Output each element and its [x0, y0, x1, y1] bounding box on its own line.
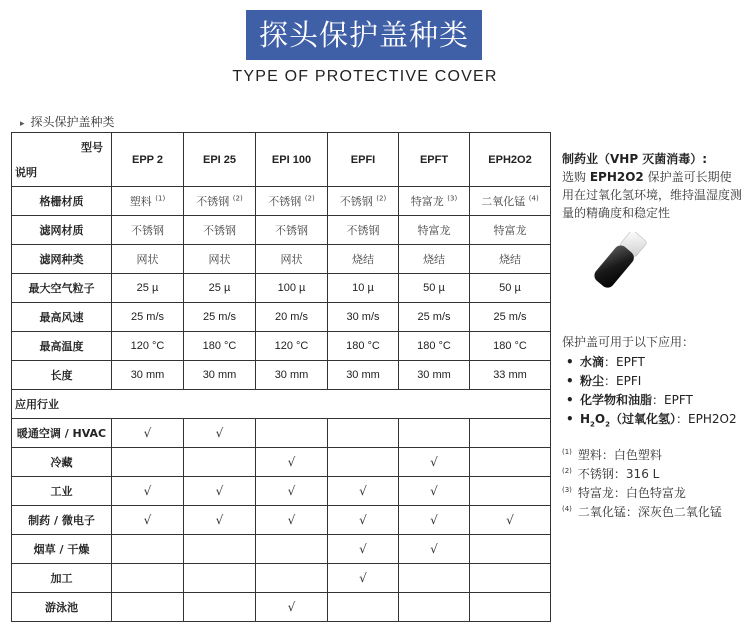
- check-cell: [112, 506, 184, 535]
- check-cell: [256, 564, 328, 593]
- table-cell: [470, 303, 551, 332]
- check-cell: [112, 419, 184, 448]
- table-row: [12, 593, 551, 622]
- cell-value: 不锈钢: [339, 195, 373, 208]
- table-cell: [112, 303, 184, 332]
- row-label: 暖通空调 / HVAC: [12, 419, 112, 448]
- table-cell: [399, 187, 470, 216]
- check-cell: [399, 477, 470, 506]
- model-header: EPI 100: [256, 133, 328, 187]
- table-row: [12, 419, 551, 448]
- cell-value: 烧结: [499, 253, 521, 266]
- table-cell: [184, 303, 256, 332]
- table-cell: [184, 216, 256, 245]
- industry-header-row: [12, 390, 551, 419]
- table-cell: [328, 216, 399, 245]
- model-header: EPFI: [328, 133, 399, 187]
- row-label: 冷藏: [12, 448, 112, 477]
- table-row: [12, 477, 551, 506]
- list-item: • $H_2O_2$（过氧化氢）：EPH2O2: [566, 412, 737, 429]
- check-cell: [470, 506, 551, 535]
- cell-value: 25 m/s: [417, 311, 451, 323]
- check-mark: √: [430, 455, 438, 469]
- check-cell: [328, 419, 399, 448]
- cell-value: 塑料: [129, 195, 152, 208]
- cell-value: 180 °C: [202, 340, 237, 352]
- check-cell: [256, 535, 328, 564]
- footnotes: [562, 446, 722, 522]
- footnote: $^{(2)}$ 不锈钢：316 L: [562, 467, 660, 481]
- cell-value: 120 °C: [274, 340, 309, 352]
- triangle-bullet-icon: ▸: [20, 119, 25, 129]
- check-cell: [184, 564, 256, 593]
- cell-value: 100 µ: [277, 282, 306, 294]
- row-label: 格栅材质: [12, 187, 112, 216]
- cell-value: 特富龙: [410, 195, 444, 208]
- table-row: [12, 332, 551, 361]
- check-cell: [184, 419, 256, 448]
- check-cell: [399, 535, 470, 564]
- check-cell: [112, 535, 184, 564]
- industry-header: 应用行业: [12, 390, 551, 419]
- check-cell: [399, 593, 470, 622]
- table-cell: [184, 187, 256, 216]
- corner-desc-label: 说明: [15, 166, 37, 179]
- table-cell: [256, 303, 328, 332]
- probe-cover-image: [588, 232, 648, 292]
- table-cell: [256, 245, 328, 274]
- footnote: $^{(1)}$ 塑料：白色塑料: [562, 448, 662, 462]
- applications-list: [566, 353, 737, 429]
- check-cell: [112, 593, 184, 622]
- footnote-mark: (2): [232, 194, 243, 203]
- check-cell: [328, 506, 399, 535]
- check-cell: [112, 477, 184, 506]
- model-header: EPFT: [399, 133, 470, 187]
- table-header-row: [12, 133, 551, 187]
- row-label: 长度: [12, 361, 112, 390]
- check-cell: [470, 419, 551, 448]
- table-cell: [256, 216, 328, 245]
- cell-value: 网状: [208, 253, 231, 266]
- check-mark: √: [287, 484, 296, 498]
- check-cell: [328, 535, 399, 564]
- check-cell: [470, 448, 551, 477]
- table-cell: [256, 361, 328, 390]
- list-item: • 粉尘：EPFI: [566, 374, 642, 388]
- table-cell: [470, 187, 551, 216]
- cell-value: 30 mm: [202, 369, 237, 381]
- cell-value: 50 µ: [423, 282, 445, 294]
- check-cell: [256, 593, 328, 622]
- footnote-mark: (4): [528, 194, 539, 203]
- table-cell: [470, 274, 551, 303]
- check-mark: √: [215, 426, 224, 440]
- row-label: 游泳池: [12, 593, 112, 622]
- table-row: [12, 187, 551, 216]
- table-cell: [399, 332, 470, 361]
- table-cell: [470, 245, 551, 274]
- row-label: 滤网材质: [12, 216, 112, 245]
- check-mark: √: [506, 513, 514, 527]
- model-header: EPP 2: [112, 133, 184, 187]
- check-cell: [256, 506, 328, 535]
- list-item: • 化学物和油脂：EPFT: [566, 393, 693, 407]
- row-label: 最大空气粒子: [12, 274, 112, 303]
- table-cell: [399, 245, 470, 274]
- page-subtitle: TYPE OF PROTECTIVE COVER: [232, 68, 498, 85]
- table-cell: [399, 274, 470, 303]
- cell-value: 30 mm: [417, 369, 451, 381]
- check-cell: [470, 593, 551, 622]
- check-cell: [470, 535, 551, 564]
- table-cell: [470, 361, 551, 390]
- pharma-description: [562, 168, 742, 222]
- cell-value: 25 m/s: [130, 311, 164, 323]
- cell-value: 不锈钢: [346, 224, 380, 237]
- check-mark: √: [359, 571, 367, 585]
- table-row: [12, 564, 551, 593]
- cell-value: 30 mm: [346, 369, 380, 381]
- row-label: 工业: [12, 477, 112, 506]
- row-label: 滤网种类: [12, 245, 112, 274]
- table-cell: [256, 332, 328, 361]
- check-cell: [112, 564, 184, 593]
- cell-value: 25 m/s: [202, 311, 236, 323]
- check-mark: √: [287, 455, 296, 469]
- footnote: $^{(3)}$ 特富龙：白色特富龙: [562, 486, 686, 500]
- cell-value: 30 mm: [274, 369, 309, 381]
- footnote-mark: (2): [304, 194, 315, 203]
- check-cell: [184, 535, 256, 564]
- check-cell: [328, 564, 399, 593]
- check-mark: √: [430, 513, 438, 527]
- check-cell: [184, 506, 256, 535]
- table-cell: [328, 361, 399, 390]
- cell-value: 10 µ: [352, 282, 374, 294]
- cell-value: 不锈钢: [131, 224, 164, 237]
- check-cell: [399, 506, 470, 535]
- table-cell: [399, 361, 470, 390]
- table-cell: [112, 361, 184, 390]
- row-label: 加工: [12, 564, 112, 593]
- cell-value: 180 °C: [346, 340, 380, 352]
- cell-value: 不锈钢: [275, 224, 308, 237]
- section-label: [20, 113, 115, 130]
- cell-value: 25 µ: [136, 282, 159, 294]
- table-row: [12, 535, 551, 564]
- table-row: [12, 448, 551, 477]
- table-cell: [328, 303, 399, 332]
- cell-value: 特富龙: [417, 224, 451, 237]
- table-cell: [112, 245, 184, 274]
- table-row: [12, 506, 551, 535]
- footnote-mark: (2): [376, 194, 387, 203]
- table-row: [12, 303, 551, 332]
- cell-value: 烧结: [423, 253, 445, 266]
- check-cell: [256, 477, 328, 506]
- table-cell: [256, 187, 328, 216]
- check-mark: √: [359, 513, 367, 527]
- cell-value: 不锈钢: [196, 195, 230, 208]
- corner-model-label: 型号: [81, 141, 103, 154]
- row-label: 烟草 / 干燥: [12, 535, 112, 564]
- cell-value: 二氧化锰: [481, 195, 526, 208]
- model-header: EPH2O2: [470, 133, 551, 187]
- row-label: 最高温度: [12, 332, 112, 361]
- table-row: [12, 361, 551, 390]
- cell-value: 180 °C: [417, 340, 451, 352]
- check-mark: √: [143, 426, 152, 440]
- page-title: 探头保护盖种类: [246, 10, 482, 60]
- check-cell: [184, 448, 256, 477]
- cell-value: 120 °C: [130, 340, 165, 352]
- check-mark: √: [359, 542, 367, 556]
- table-cell: [470, 332, 551, 361]
- check-mark: √: [430, 542, 438, 556]
- table-cell: [112, 216, 184, 245]
- check-cell: [184, 477, 256, 506]
- table-cell: [184, 332, 256, 361]
- cell-value: 网状: [136, 253, 159, 266]
- corner-cell: [12, 133, 112, 187]
- check-cell: [112, 448, 184, 477]
- pharma-desc-post: 保护盖可长期使用在过氧化氢环境，维持温湿度测量的精确度和稳定性: [562, 170, 743, 220]
- check-mark: √: [143, 513, 152, 527]
- row-label: 最高风速: [12, 303, 112, 332]
- cell-value: 30 m/s: [346, 311, 380, 323]
- table-cell: [184, 361, 256, 390]
- check-cell: [256, 448, 328, 477]
- model-header: EPI 25: [184, 133, 256, 187]
- check-cell: [184, 593, 256, 622]
- check-cell: [328, 477, 399, 506]
- check-cell: [399, 419, 470, 448]
- section-label-text: 探头保护盖种类: [30, 115, 115, 129]
- cell-value: 不锈钢: [268, 195, 302, 208]
- cell-value: 特富龙: [493, 224, 527, 237]
- table-cell: [328, 332, 399, 361]
- cell-value: 网状: [280, 253, 303, 266]
- row-label: 制药 / 微电子: [12, 506, 112, 535]
- check-cell: [399, 564, 470, 593]
- table-row: [12, 216, 551, 245]
- pharma-desc-pre: 选购: [562, 170, 590, 184]
- table-row: [12, 274, 551, 303]
- check-cell: [328, 593, 399, 622]
- table-cell: [256, 274, 328, 303]
- check-cell: [399, 448, 470, 477]
- table-cell: [328, 187, 399, 216]
- footnote-mark: (1): [155, 194, 166, 203]
- pharma-desc-model: EPH2O2: [589, 170, 644, 184]
- cell-value: 25 µ: [208, 282, 231, 294]
- table-cell: [112, 187, 184, 216]
- table-row: [12, 245, 551, 274]
- table-cell: [399, 303, 470, 332]
- check-mark: √: [143, 484, 152, 498]
- cell-value: 20 m/s: [274, 311, 308, 323]
- cover-spec-table: [11, 132, 551, 622]
- table-cell: [184, 245, 256, 274]
- footnote: $^{(4)}$ 二氧化锰：深灰色二氧化锰: [562, 505, 722, 519]
- cell-value: 50 µ: [499, 282, 521, 294]
- footnote-mark: (3): [447, 194, 458, 203]
- table-cell: [184, 274, 256, 303]
- check-mark: √: [215, 484, 224, 498]
- check-cell: [470, 564, 551, 593]
- pharma-heading: 制药业（VHP 灭菌消毒）:: [562, 152, 708, 166]
- check-mark: √: [287, 600, 296, 614]
- table-cell: [328, 274, 399, 303]
- table-cell: [470, 216, 551, 245]
- cell-value: 不锈钢: [203, 224, 236, 237]
- table-cell: [112, 332, 184, 361]
- check-cell: [470, 477, 551, 506]
- check-mark: √: [359, 484, 367, 498]
- applications-heading: 保护盖可用于以下应用：: [562, 335, 695, 349]
- table-cell: [399, 216, 470, 245]
- cell-value: 33 mm: [493, 369, 527, 381]
- check-mark: √: [287, 513, 296, 527]
- check-mark: √: [215, 513, 224, 527]
- check-cell: [328, 448, 399, 477]
- check-cell: [256, 419, 328, 448]
- table-cell: [112, 274, 184, 303]
- table-cell: [328, 245, 399, 274]
- check-mark: √: [430, 484, 438, 498]
- list-item: • 水滴：EPFT: [566, 355, 645, 369]
- cell-value: 烧结: [352, 253, 374, 266]
- cell-value: 180 °C: [493, 340, 527, 352]
- cell-value: 25 m/s: [493, 311, 527, 323]
- cell-value: 30 mm: [130, 369, 165, 381]
